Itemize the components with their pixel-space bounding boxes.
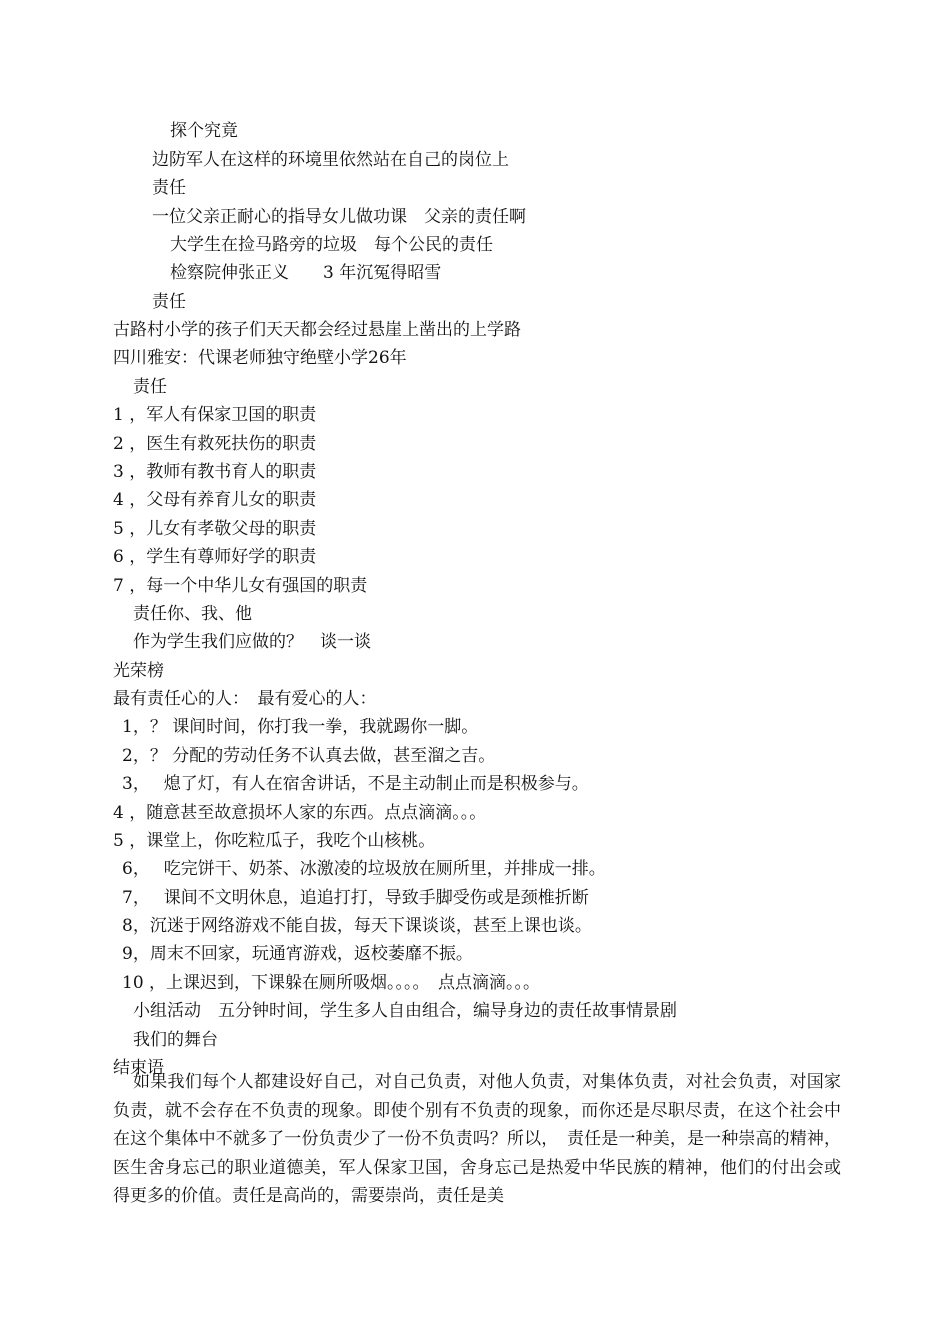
text-line: 大学生在捡马路旁的垃圾 每个公民的责任 bbox=[170, 235, 493, 255]
text-line: 四川雅安：代课老师独守绝壁小学26年 bbox=[113, 348, 407, 368]
text-line: 古路村小学的孩子们天天都会经过悬崖上凿出的上学路 bbox=[113, 320, 521, 340]
list-item: 7， 课间不文明休息，追追打打，导致手脚受伤或是颈椎折断 bbox=[122, 888, 589, 908]
list-item: 7 ，每一个中华儿女有强国的职责 bbox=[113, 576, 368, 596]
text-line: 责任 bbox=[133, 377, 167, 397]
text-line: 边防军人在这样的环境里依然站在自己的岗位上 bbox=[152, 150, 509, 170]
text-line: 作为学生我们应做的？ 谈一谈 bbox=[133, 632, 371, 652]
list-item: 1 ，军人有保家卫国的职责 bbox=[113, 405, 317, 425]
list-item: 2，？ 分配的劳动任务不认真去做，甚至溜之吉。 bbox=[122, 746, 496, 766]
list-item: 2 ，医生有救死扶伤的职责 bbox=[113, 434, 317, 454]
closing-paragraph: 如果我们每个人都建设好自己，对自己负责，对他人负责，对集体负责，对社会负责，对国家负责，就不会存在不负责的现象。即使个别有不负责的现象，而你还是尽职尽责，在这个社会中在这个集体中不就多了一份负责少了一份不负责吗？所以， 责任是一种美，是一种崇高的精神，医生舍身忘己的职业道德美，军人保家卫国，舍身忘己是热爱中华民族的精神，他们的付出会或得更多的价值。责任是高尚的，需要崇尚，责任是美 bbox=[113, 1072, 841, 1206]
text-line: 责任 bbox=[152, 292, 186, 312]
list-item: 5 ，儿女有孝敬父母的职责 bbox=[113, 519, 317, 539]
text-line: 最有责任心的人： 最有爱心的人： bbox=[113, 689, 377, 709]
list-item: 9，周末不回家，玩通宵游戏，返校萎靡不振。 bbox=[122, 944, 473, 964]
list-item: 6 ，学生有尊师好学的职责 bbox=[113, 547, 317, 567]
list-item: 8，沉迷于网络游戏不能自拔，每天下课谈谈，甚至上课也谈。 bbox=[122, 916, 592, 936]
text-line: 检察院伸张正义 3 年沉冤得昭雪 bbox=[170, 263, 442, 283]
list-item: 3 ，教师有教书育人的职责 bbox=[113, 462, 317, 482]
list-item: 3， 熄了灯，有人在宿舍讲话，不是主动制止而是积极参与。 bbox=[122, 774, 589, 794]
text-line: 责任你、我、他 bbox=[133, 604, 252, 624]
list-item: 6， 吃完饼干、奶茶、冰激凌的垃圾放在厕所里，并排成一排。 bbox=[122, 859, 606, 879]
text-line: 小组活动 五分钟时间，学生多人自由组合，编导身边的责任故事情景剧 bbox=[133, 1001, 677, 1021]
section-heading: 光荣榜 bbox=[113, 661, 164, 681]
section-heading: 结束语 bbox=[113, 1058, 164, 1078]
text-line: 探个究竟 bbox=[170, 121, 238, 141]
list-item: 4 ，父母有养育儿女的职责 bbox=[113, 490, 317, 510]
list-item: 1，？ 课间时间，你打我一拳，我就踢你一脚。 bbox=[122, 717, 479, 737]
list-item: 5 ，课堂上，你吃粒瓜子，我吃个山核桃。 bbox=[113, 831, 436, 851]
text-line: 我们的舞台 bbox=[133, 1030, 218, 1050]
list-item: 4 ，随意甚至故意损坏人家的东西。点点滴滴。。。 bbox=[113, 803, 487, 823]
text-line: 责任 bbox=[152, 178, 186, 198]
text-line: 一位父亲正耐心的指导女儿做功课 父亲的责任啊 bbox=[152, 207, 526, 227]
list-item: 10 ，上课迟到，下课躲在厕所吸烟。。。。 点点滴滴。。。 bbox=[122, 973, 541, 993]
